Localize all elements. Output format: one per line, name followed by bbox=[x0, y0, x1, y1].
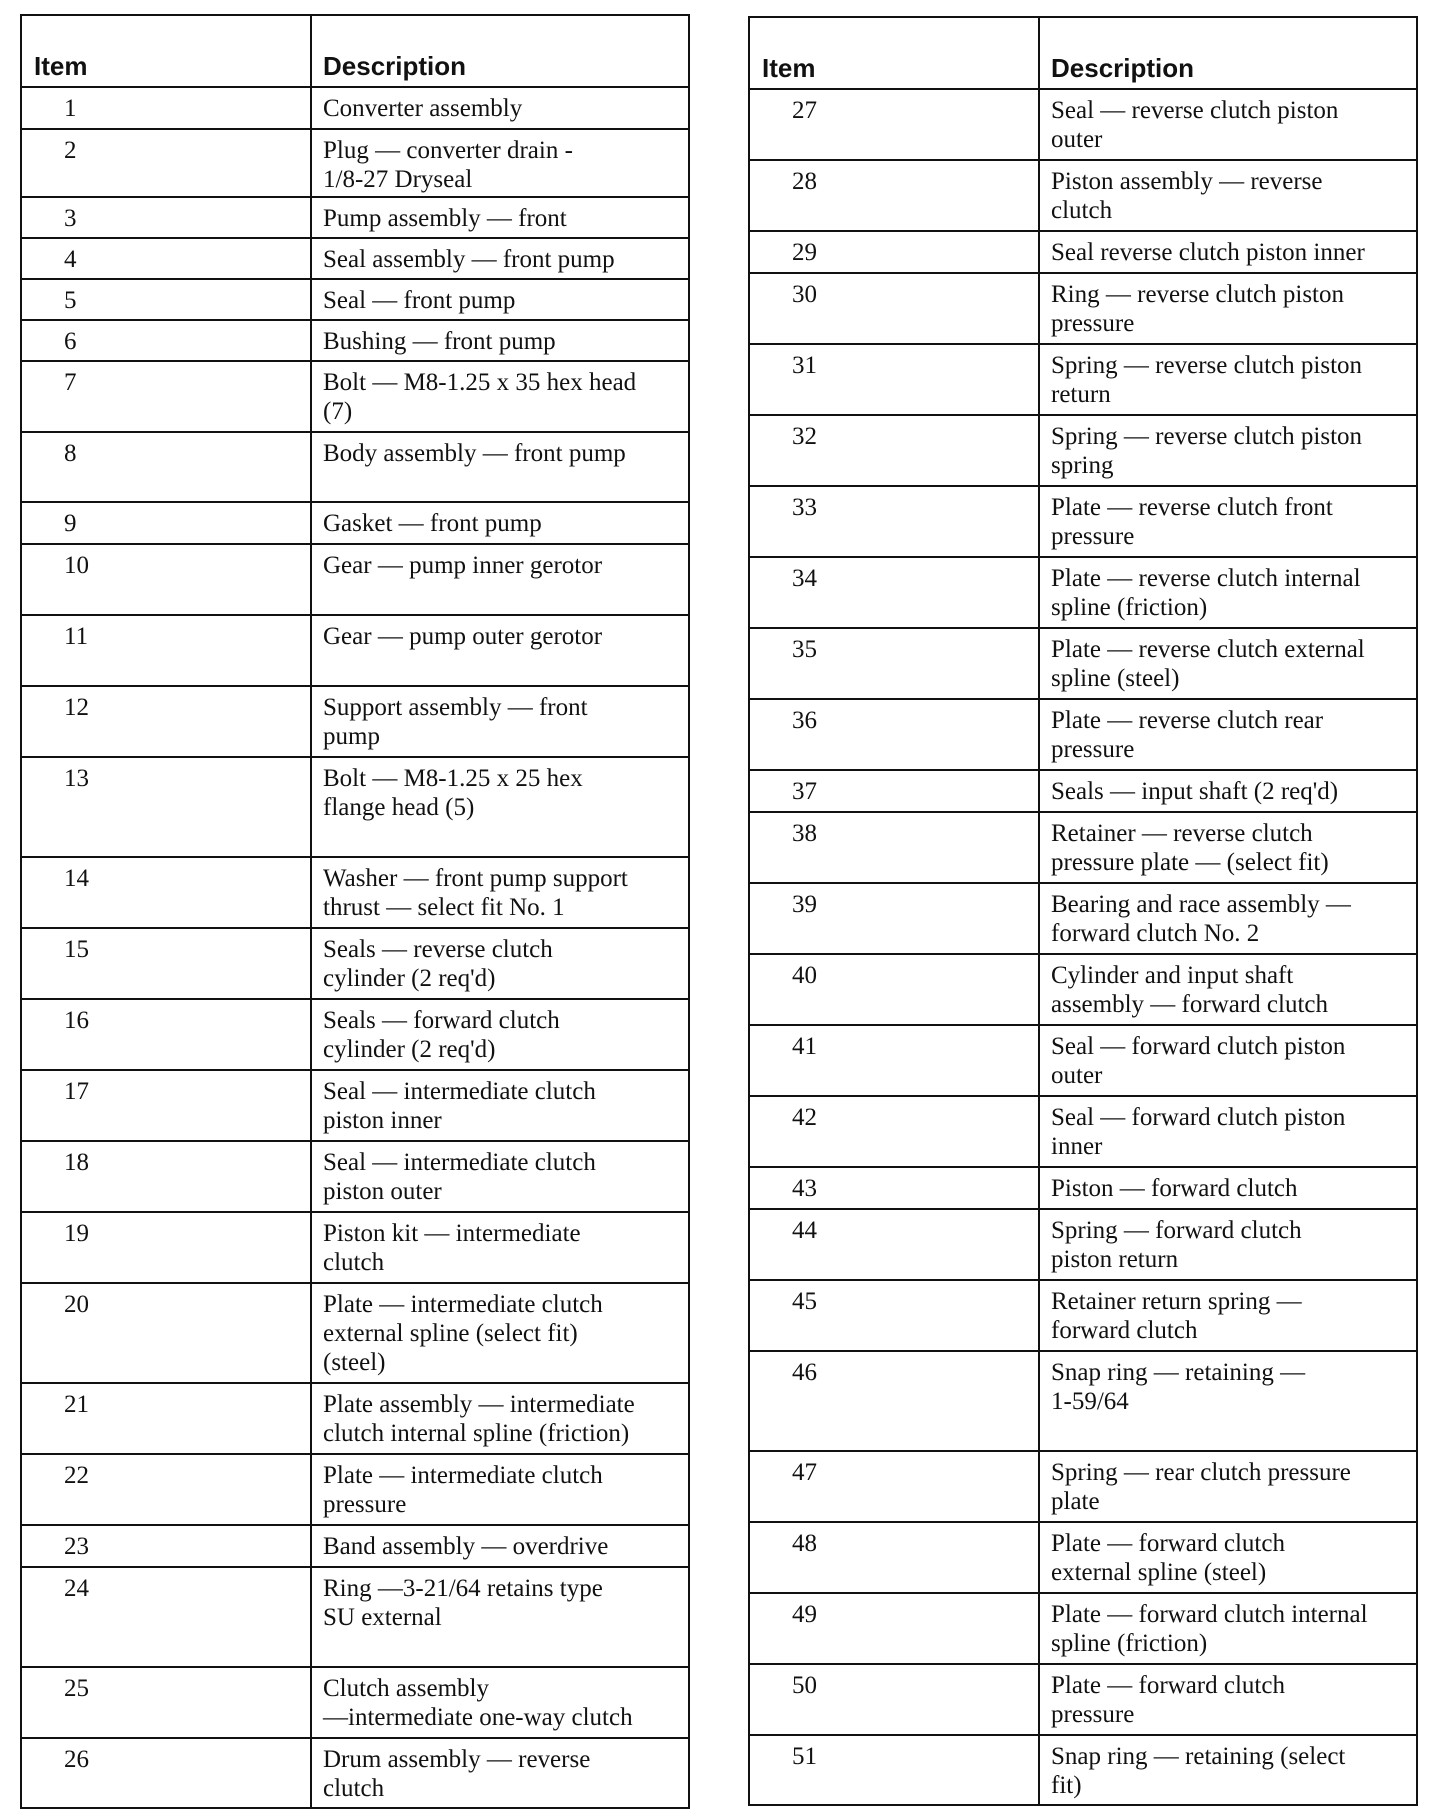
item-description: Spring — rear clutch pressure plate bbox=[1051, 1459, 1351, 1515]
item-number: 19 bbox=[22, 1213, 312, 1282]
table-row bbox=[22, 88, 688, 130]
item-number: 49 bbox=[750, 1594, 1040, 1663]
item-description: Snap ring — retaining (select fit) bbox=[1051, 1743, 1346, 1799]
item-number: 40 bbox=[750, 955, 1040, 1024]
table-row bbox=[750, 1352, 1416, 1452]
item-column-header: Item bbox=[22, 16, 312, 86]
item-description: Retainer — reverse clutch pressure plate — (select fit) bbox=[1051, 820, 1329, 876]
item-description: Cylinder and input shaft assembly — forward clutch bbox=[1051, 962, 1329, 1018]
table-row bbox=[750, 274, 1416, 345]
item-description: Snap ring — retaining — 1-59/64 bbox=[1051, 1359, 1306, 1415]
parts-table-left bbox=[20, 14, 690, 1809]
table-row bbox=[22, 362, 688, 433]
table-row bbox=[22, 130, 688, 198]
table-row bbox=[22, 1384, 688, 1455]
item-number: 10 bbox=[22, 545, 312, 614]
table-row bbox=[750, 629, 1416, 700]
table-row bbox=[750, 1736, 1416, 1804]
item-number: 8 bbox=[22, 433, 312, 501]
item-number: 29 bbox=[750, 232, 1040, 272]
table-row bbox=[22, 687, 688, 758]
item-description: Spring — reverse clutch piston return bbox=[1051, 352, 1363, 408]
table-row bbox=[750, 1594, 1416, 1665]
table-row bbox=[750, 161, 1416, 232]
item-description: Bearing and race assembly — forward clutch No. 2 bbox=[1051, 891, 1351, 947]
table-row bbox=[750, 1210, 1416, 1281]
item-number: 4 bbox=[22, 239, 312, 278]
item-number: 7 bbox=[22, 362, 312, 431]
item-description: Plate — reverse clutch rear pressure bbox=[1051, 707, 1324, 763]
table-row bbox=[22, 280, 688, 321]
table-row bbox=[750, 1452, 1416, 1523]
item-number: 17 bbox=[22, 1071, 312, 1140]
table-row bbox=[22, 1668, 688, 1739]
item-description: Washer — front pump support thrust — select fit No. 1 bbox=[323, 865, 628, 921]
item-description: Plate — reverse clutch external spline (steel) bbox=[1051, 636, 1365, 692]
item-number: 3 bbox=[22, 198, 312, 237]
item-number: 23 bbox=[22, 1526, 312, 1566]
item-number: 43 bbox=[750, 1168, 1040, 1208]
item-number: 12 bbox=[22, 687, 312, 756]
parts-table-right bbox=[748, 16, 1418, 1806]
item-number: 46 bbox=[750, 1352, 1040, 1450]
item-number: 11 bbox=[22, 616, 312, 685]
item-number: 31 bbox=[750, 345, 1040, 414]
item-description: Plate — forward clutch external spline (steel) bbox=[1051, 1530, 1285, 1586]
table-header bbox=[22, 16, 688, 88]
item-description: Converter assembly bbox=[323, 95, 523, 122]
item-column-header: Item bbox=[750, 18, 1040, 88]
item-number: 32 bbox=[750, 416, 1040, 485]
item-number: 41 bbox=[750, 1026, 1040, 1095]
item-number: 42 bbox=[750, 1097, 1040, 1166]
item-number: 39 bbox=[750, 884, 1040, 953]
item-description: Plug — converter drain - 1/8-27 Dryseal bbox=[323, 137, 573, 193]
table-row bbox=[750, 232, 1416, 274]
table-row bbox=[22, 321, 688, 362]
item-number: 15 bbox=[22, 929, 312, 998]
item-description: Pump assembly — front bbox=[323, 205, 567, 232]
table-row bbox=[22, 1526, 688, 1568]
item-number: 14 bbox=[22, 858, 312, 927]
item-description: Gear — pump inner gerotor bbox=[323, 552, 603, 579]
item-number: 38 bbox=[750, 813, 1040, 882]
item-number: 33 bbox=[750, 487, 1040, 556]
item-number: 9 bbox=[22, 503, 312, 543]
item-description: Seals — input shaft (2 req'd) bbox=[1051, 778, 1339, 805]
item-description: Clutch assembly —intermediate one-way clutch bbox=[323, 1675, 633, 1731]
table-row bbox=[22, 239, 688, 280]
item-number: 30 bbox=[750, 274, 1040, 343]
table-row bbox=[22, 1000, 688, 1071]
table-row bbox=[750, 1281, 1416, 1352]
table-row bbox=[750, 1523, 1416, 1594]
item-description: Seal — forward clutch piston outer bbox=[1051, 1033, 1346, 1089]
item-description: Seal reverse clutch piston inner bbox=[1051, 239, 1365, 266]
item-description: Support assembly — front pump bbox=[323, 694, 588, 750]
item-number: 22 bbox=[22, 1455, 312, 1524]
item-number: 1 bbox=[22, 88, 312, 128]
item-description: Plate assembly — intermediate clutch internal spline (friction) bbox=[323, 1391, 635, 1447]
item-number: 45 bbox=[750, 1281, 1040, 1350]
item-number: 18 bbox=[22, 1142, 312, 1211]
item-number: 50 bbox=[750, 1665, 1040, 1734]
table-row bbox=[22, 858, 688, 929]
item-number: 20 bbox=[22, 1284, 312, 1382]
table-row bbox=[750, 1026, 1416, 1097]
table-row bbox=[22, 1455, 688, 1526]
table-row bbox=[22, 1284, 688, 1384]
table-header bbox=[750, 18, 1416, 90]
item-description: Plate — reverse clutch internal spline (friction) bbox=[1051, 565, 1361, 621]
item-number: 6 bbox=[22, 321, 312, 360]
item-description: Plate — intermediate clutch external spline (select fit) (steel) bbox=[323, 1291, 603, 1376]
table-row bbox=[750, 1097, 1416, 1168]
item-number: 47 bbox=[750, 1452, 1040, 1521]
table-row bbox=[750, 345, 1416, 416]
table-row bbox=[22, 1568, 688, 1668]
item-number: 25 bbox=[22, 1668, 312, 1737]
item-description: Seal assembly — front pump bbox=[323, 246, 615, 273]
item-description: Seals — reverse clutch cylinder (2 req'd) bbox=[323, 936, 553, 992]
item-description: Piston kit — intermediate clutch bbox=[323, 1220, 581, 1276]
item-description: Plate — reverse clutch front pressure bbox=[1051, 494, 1333, 550]
item-description: Body assembly — front pump bbox=[323, 440, 626, 467]
item-number: 35 bbox=[750, 629, 1040, 698]
item-description: Spring — forward clutch piston return bbox=[1051, 1217, 1302, 1273]
item-description: Ring —3-21/64 retains type SU external bbox=[323, 1575, 603, 1631]
table-row bbox=[750, 558, 1416, 629]
item-description: Spring — reverse clutch piston spring bbox=[1051, 423, 1363, 479]
item-number: 37 bbox=[750, 771, 1040, 811]
item-description: Plate — forward clutch internal spline (friction) bbox=[1051, 1601, 1368, 1657]
item-description: Seal — intermediate clutch piston outer bbox=[323, 1149, 596, 1205]
table-row bbox=[22, 616, 688, 687]
table-row bbox=[22, 198, 688, 239]
table-row bbox=[750, 700, 1416, 771]
description-column-header: Description bbox=[1051, 53, 1195, 83]
item-description: Seal — intermediate clutch piston inner bbox=[323, 1078, 596, 1134]
item-description: Piston — forward clutch bbox=[1051, 1175, 1298, 1202]
item-number: 24 bbox=[22, 1568, 312, 1666]
item-description: Bolt — M8-1.25 x 35 hex head (7) bbox=[323, 369, 637, 425]
item-description: Gasket — front pump bbox=[323, 510, 542, 537]
table-row bbox=[22, 545, 688, 616]
item-number: 21 bbox=[22, 1384, 312, 1453]
item-description: Retainer return spring — forward clutch bbox=[1051, 1288, 1302, 1344]
item-description: Seal — forward clutch piston inner bbox=[1051, 1104, 1346, 1160]
item-description: Piston assembly — reverse clutch bbox=[1051, 168, 1323, 224]
item-description: Gear — pump outer gerotor bbox=[323, 623, 603, 650]
item-description: Bolt — M8-1.25 x 25 hex flange head (5) bbox=[323, 765, 583, 821]
item-description: Drum assembly — reverse clutch bbox=[323, 1746, 591, 1802]
item-number: 36 bbox=[750, 700, 1040, 769]
table-row bbox=[22, 1739, 688, 1807]
item-number: 5 bbox=[22, 280, 312, 319]
item-number: 16 bbox=[22, 1000, 312, 1069]
item-number: 26 bbox=[22, 1739, 312, 1807]
item-description: Seal — reverse clutch piston outer bbox=[1051, 97, 1339, 153]
item-number: 28 bbox=[750, 161, 1040, 230]
table-row bbox=[750, 416, 1416, 487]
item-description: Bushing — front pump bbox=[323, 328, 556, 355]
item-description: Seals — forward clutch cylinder (2 req'd) bbox=[323, 1007, 560, 1063]
item-description: Plate — forward clutch pressure bbox=[1051, 1672, 1285, 1728]
table-row bbox=[22, 503, 688, 545]
table-row bbox=[22, 929, 688, 1000]
table-row bbox=[750, 884, 1416, 955]
description-column-header: Description bbox=[323, 51, 467, 81]
item-description: Seal — front pump bbox=[323, 287, 516, 314]
item-number: 51 bbox=[750, 1736, 1040, 1804]
table-row bbox=[22, 433, 688, 503]
table-row bbox=[22, 1213, 688, 1284]
item-number: 34 bbox=[750, 558, 1040, 627]
item-number: 48 bbox=[750, 1523, 1040, 1592]
item-number: 13 bbox=[22, 758, 312, 856]
table-row bbox=[750, 487, 1416, 558]
item-description: Ring — reverse clutch piston pressure bbox=[1051, 281, 1344, 337]
item-description: Band assembly — overdrive bbox=[323, 1533, 609, 1560]
table-row bbox=[22, 758, 688, 858]
table-row bbox=[750, 771, 1416, 813]
table-row bbox=[22, 1071, 688, 1142]
item-number: 44 bbox=[750, 1210, 1040, 1279]
table-row bbox=[750, 1168, 1416, 1210]
table-row bbox=[750, 813, 1416, 884]
item-description: Plate — intermediate clutch pressure bbox=[323, 1462, 603, 1518]
item-number: 27 bbox=[750, 90, 1040, 159]
table-row bbox=[750, 90, 1416, 161]
table-row bbox=[750, 955, 1416, 1026]
table-row bbox=[22, 1142, 688, 1213]
table-row bbox=[750, 1665, 1416, 1736]
item-number: 2 bbox=[22, 130, 312, 196]
